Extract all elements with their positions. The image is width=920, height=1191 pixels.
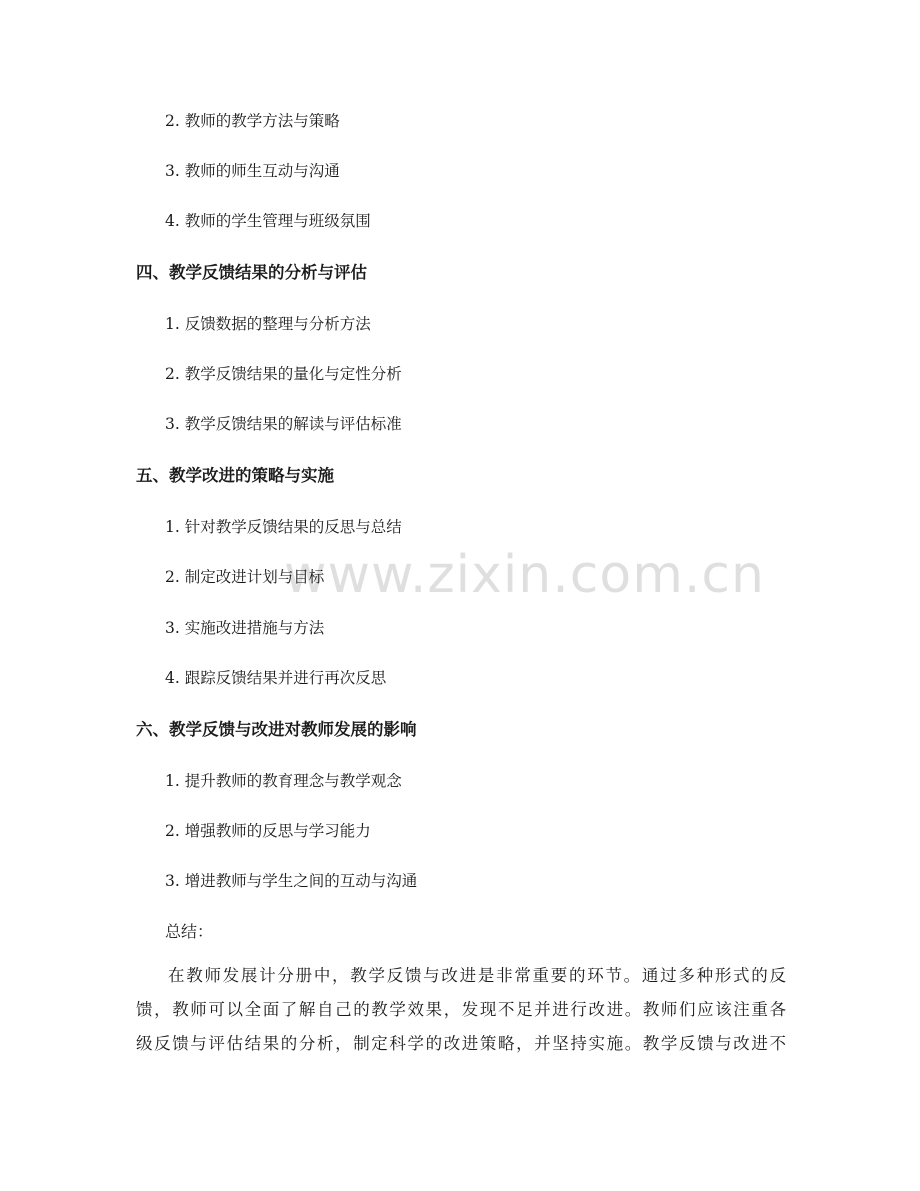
section-heading: 四、教学反馈结果的分析与评估 (136, 263, 367, 282)
list-item: 2. 增强教师的反思与学习能力 (165, 822, 371, 840)
section-heading: 六、教学反馈与改进对教师发展的影响 (136, 720, 417, 739)
list-item: 4. 教师的学生管理与班级氛围 (165, 212, 371, 230)
summary-line: 在教师发展计分册中，教学反馈与改进是非常重要的环节。通过多种形式的反 (168, 966, 786, 985)
summary-label: 总结： (165, 922, 214, 941)
list-item: 2. 教师的教学方法与策略 (165, 112, 340, 130)
summary-line: 级反馈与评估结果的分析，制定科学的改进策略，并坚持实施。教学反馈与改进不 (136, 1034, 786, 1053)
list-item: 3. 教师的师生互动与沟通 (165, 162, 340, 180)
list-item: 1. 针对教学反馈结果的反思与总结 (165, 518, 402, 536)
list-item: 4. 跟踪反馈结果并进行再次反思 (165, 669, 387, 687)
section-heading: 五、教学改进的策略与实施 (136, 466, 334, 485)
watermark: www.zixin.com.cn (284, 545, 765, 605)
list-item: 3. 实施改进措施与方法 (165, 619, 325, 637)
list-item: 2. 教学反馈结果的量化与定性分析 (165, 365, 402, 383)
list-item: 1. 提升教师的教育理念与教学观念 (165, 772, 402, 790)
list-item: 2. 制定改进计划与目标 (165, 568, 325, 586)
summary-line: 馈，教师可以全面了解自己的教学效果，发现不足并进行改进。教师们应该注重各 (136, 1000, 786, 1019)
list-item: 3. 增进教师与学生之间的互动与沟通 (165, 872, 418, 890)
list-item: 3. 教学反馈结果的解读与评估标准 (165, 415, 402, 433)
list-item: 1. 反馈数据的整理与分析方法 (165, 315, 371, 333)
